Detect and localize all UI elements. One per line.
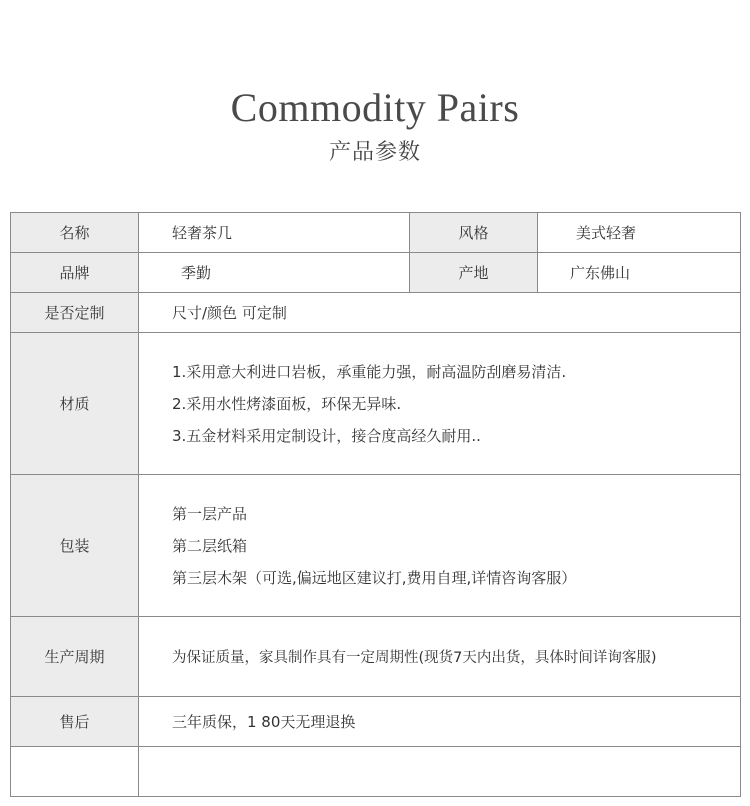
material-line-3: 3.五金材料采用定制设计，接合度高经久耐用..	[172, 426, 481, 445]
name-value: 轻奢茶几	[139, 213, 410, 252]
table-row-packaging	[11, 475, 741, 617]
after-sales-value: 三年质保，1 80天无理退换	[139, 697, 741, 746]
customization-label: 是否定制	[11, 293, 139, 332]
production-cycle-label: 生产周期	[11, 617, 139, 696]
packaging-value	[139, 475, 741, 616]
origin-value: 广东佛山	[538, 253, 741, 292]
brand-label: 品牌	[11, 253, 139, 292]
name-label: 名称	[11, 213, 139, 252]
product-params-table	[10, 212, 741, 797]
packaging-label: 包装	[11, 475, 139, 616]
material-value	[139, 333, 741, 474]
origin-label: 产地	[410, 253, 538, 292]
material-label: 材质	[11, 333, 139, 474]
production-cycle-value: 为保证质量，家具制作具有一定周期性(现货7天内出货，具体时间详询客服)	[139, 617, 741, 696]
table-row-brand	[11, 253, 741, 293]
page-title-english: Commodity Pairs	[230, 85, 520, 130]
table-row-name	[11, 213, 741, 253]
page-title-chinese: 产品参数	[328, 140, 421, 165]
table-row-production-cycle	[11, 617, 741, 697]
style-label: 风格	[410, 213, 538, 252]
table-row-empty	[11, 747, 741, 797]
empty-cell-left	[11, 747, 139, 796]
table-row-material	[11, 333, 741, 475]
material-line-2: 2.采用水性烤漆面板，环保无异味.	[172, 394, 402, 413]
empty-cell-right	[139, 747, 741, 796]
brand-value: 季勤	[139, 253, 410, 292]
after-sales-label: 售后	[11, 697, 139, 746]
table-row-customization	[11, 293, 741, 333]
material-line-1: 1.采用意大利进口岩板，承重能力强，耐高温防刮磨易清洁.	[172, 362, 567, 381]
customization-value: 尺寸/颜色 可定制	[139, 293, 741, 332]
packaging-line-1: 第一层产品	[172, 504, 248, 523]
packaging-line-2: 第二层纸箱	[172, 536, 248, 555]
packaging-line-3: 第三层木架（可选,偏远地区建议打,费用自理,详情咨询客服）	[172, 568, 577, 587]
table-row-after-sales	[11, 697, 741, 747]
style-value: 美式轻奢	[538, 213, 741, 252]
